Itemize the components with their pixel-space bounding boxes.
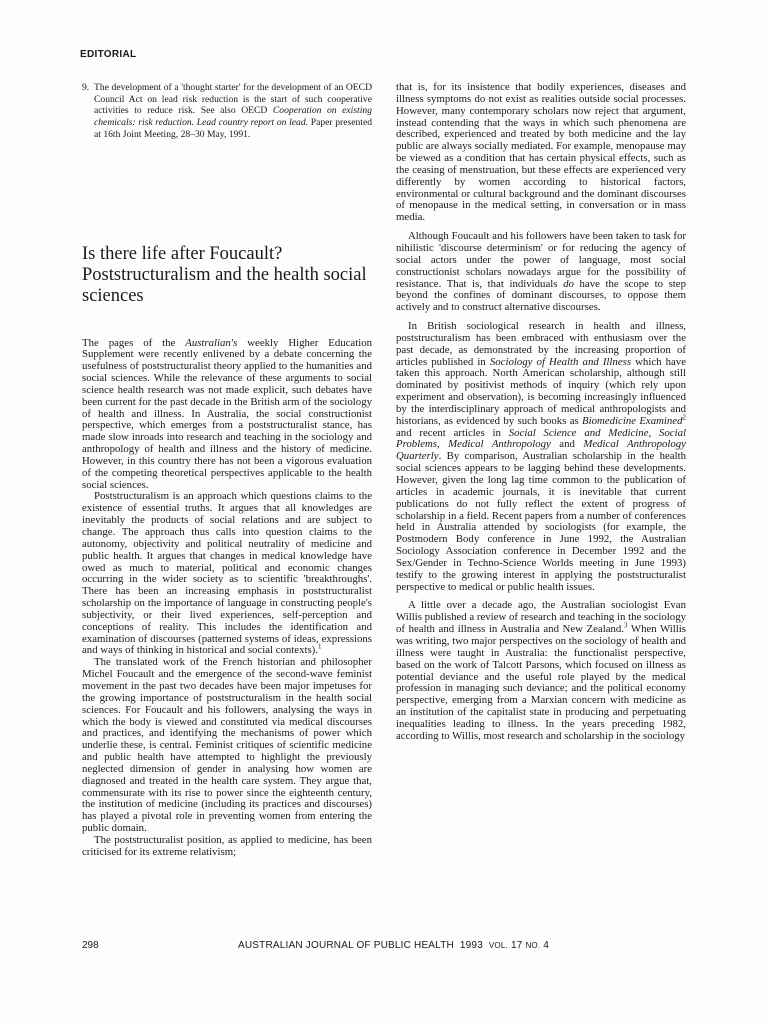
text-run: and recent articles in bbox=[396, 426, 509, 439]
footnote-italic-title: Cooperation on existing chemicals: risk reduction. Lead country report on lead. bbox=[94, 105, 372, 129]
text-run: The pages of the bbox=[82, 336, 186, 349]
text-run: A little over a decade ago, the Australian sociologist Evan Willis published a review of research and teaching in the sociology of health and illness in Australia and New Zealand. bbox=[396, 599, 686, 636]
text-run: and bbox=[550, 438, 584, 451]
italic-journal: Sociology of Health and Illness bbox=[489, 355, 632, 368]
volume-number: 17 bbox=[510, 940, 523, 951]
right-paragraph-1: that is, for its insistence that bodily experiences, diseases and illness symptoms do not exist as realities outside social processes. However, many contemporary scholars now reject that argument, instead contending that the ways in which such phenomena are described, experienced and treated by both medicine and the lay public are always socially mediated. For example, menopause may be viewed as a condition that has certain physical effects, such as the ceasing of menstruation, but these effects are experienced very differently by women according to historical factors, environmental or cultural background and the dominant discourses of menopause in the medical setting, in conversation or in mass media. bbox=[396, 81, 686, 224]
italic-journal: Medical Anthropology Quarterly bbox=[396, 438, 686, 463]
italic-journals: Social Science and Medicine, Social Problems, Medical Anthropology bbox=[396, 426, 686, 451]
article-title: Is there life after Foucault? Poststructuralism and the health social sciences bbox=[82, 243, 367, 306]
italic-publication: Australian's bbox=[185, 336, 238, 349]
issue-number: 4 bbox=[543, 940, 550, 951]
text-run: When Willis was writing, two major perspectives on the sociology of health and illness were taught in Australia: the functionalist perspective, based on the work of Talcott Parsons, which focused on illness as potential deviance and the useful role played by the medical profession in managing such deviance; and the political economy perspective, emerging from a Marxian concern with medicine as an institution of the capitalist state in producing and perpetuating inequalities leading to illness. In the years preceding 1982, according to Willis, most research and scholarship in the sociology bbox=[396, 623, 686, 742]
journal-citation bbox=[238, 940, 549, 951]
reference-marker: 1 bbox=[317, 642, 322, 651]
right-paragraph-4 bbox=[396, 600, 686, 742]
volume-label: VOL. bbox=[488, 941, 508, 950]
right-paragraph-2 bbox=[396, 231, 686, 314]
footnote-number: 9. bbox=[82, 82, 90, 93]
left-paragraph-3: The translated work of the French historian and philosopher Michel Foucault and the emergence of the second-wave feminist movement in the past two decades have been major impetuses for the growing importance of poststructuralism in the health social sciences. For Foucault and his followers, analysing the ways in which the body is viewed and constituted via medical discourses and practices, and identifying the mechanisms of power which underlie these, is central. Feminist critiques of scientific medicine and public health have attempted to highlight the previously neglected dimension of gender in analysing how women are diagnosed and treated in the health care system. They argue that, commensurate with its rise to power since the eighteenth century, the institution of medicine (including its practices and discourses) has played a pivotal role in preventing women from entering the public domain. bbox=[82, 656, 372, 835]
page-number: 298 bbox=[82, 940, 99, 951]
text-run: Poststructuralism is an approach which questions claims to the existence of essential truths. It argues that all knowledges are inevitably the products of social relations and are subject to change. The approach thus calls into question claims to the autonomy, objectivity and political neutrality of medicine and public health. It argues that changes in medical knowledge have owed as much to material, political and economic changes occurring in the wider society as to scientific 'breakthroughs'. There has been an increasing emphasis in poststructuralist scholarship on the importance of language in constructing people's subjectivity, or their lived experiences, self-perception and conceptions of reality. This includes the identification and examination of discourses (patterned systems of ideas, expressions and ways of thinking in historical and social contexts). bbox=[82, 490, 372, 657]
text-run: In British sociological research in health and illness, poststructuralism has been embraced with enthusiasm over the past decade, as demonstrated by the increasing proportion of articles published in bbox=[396, 320, 686, 368]
text-run: have the scope to step beyond the confines of dominant discourses, to oppose them actively and to construct alternative discourses. bbox=[396, 277, 686, 314]
right-column bbox=[396, 82, 686, 743]
text-run: Although Foucault and his followers have been taken to task for nihilistic 'discourse determinism' or for reducing the agency of social actors under the power of language, most social constructionist scholars nowadays argue for the possibility of resistance. That is, that individuals bbox=[396, 230, 686, 290]
text-run: . By comparison, Australian scholarship in the health social sciences appears to be lagging behind these developments. However, given the long lag time common to the publication of articles in academic journals, it is inevitable that current publications do not fully reflect the extent of progress of scholarship in a field. Recent papers from a number of conferences held in Australia attended by sociologists (for example, the Postmodern Body conference in June 1992, the Australian Sociology Association conference in December 1992 and the Sex/Gender in Techno-Science Worlds meeting in June 1993) testify to the growing interest in applying the poststructuralist perspective to medical or public health issues. bbox=[396, 450, 686, 593]
left-paragraph-1 bbox=[82, 338, 372, 492]
italic-book: Biomedicine Examined bbox=[582, 414, 683, 427]
reference-marker: 2 bbox=[682, 413, 686, 422]
footnote-text-end: Paper presented at 16th Joint Meeting, 28–30 May, 1991. bbox=[94, 117, 372, 140]
right-paragraph-3 bbox=[396, 321, 686, 593]
journal-year: 1993 bbox=[459, 940, 483, 951]
footnote-9 bbox=[82, 82, 372, 141]
left-paragraph-4: The poststructuralist position, as applied to medicine, has been criticised for its extreme relativism; bbox=[82, 833, 372, 858]
text-run: weekly Higher Education Supplement were recently enlivened by a debate concerning the usefulness of poststructuralist theory applied to the humanities and social sciences. While the relevance of these arguments to social science health research was not made explicit, such debates have been current for the past decade in the British arm of the sociology of health and illness. In Australia, the social constructionist perspective, which emerges from a poststructuralist stance, has made slow inroads into research and teaching in the sociology and anthropology of health and illness and the history of medicine. However, in this country there has not been a vigorous evaluation of the competing theoretical perspectives applicable to the health social sciences. bbox=[82, 336, 373, 491]
footnote-text: The development of a 'thought starter' for the development of an OECD Council Act on lead risk reduction is the start of such cooperative activities to reduce risk. See also OECD bbox=[94, 82, 372, 117]
journal-name: AUSTRALIAN JOURNAL OF PUBLIC HEALTH bbox=[238, 940, 454, 951]
section-label: EDITORIAL bbox=[80, 49, 137, 60]
text-run: which have taken this approach. North American scholarship, although still dominated by positivist methods of inquiry (which rely upon experiment and observation), is becoming increasingly influenced by the interdisciplinary approach of medical anthropologists and historians, as evidenced by such books as bbox=[396, 355, 687, 427]
italic-emphasis: do bbox=[563, 277, 574, 290]
left-column bbox=[82, 82, 372, 859]
issue-label: NO. bbox=[525, 941, 541, 950]
left-paragraph-2 bbox=[82, 491, 372, 657]
reference-marker: 3 bbox=[624, 621, 628, 630]
